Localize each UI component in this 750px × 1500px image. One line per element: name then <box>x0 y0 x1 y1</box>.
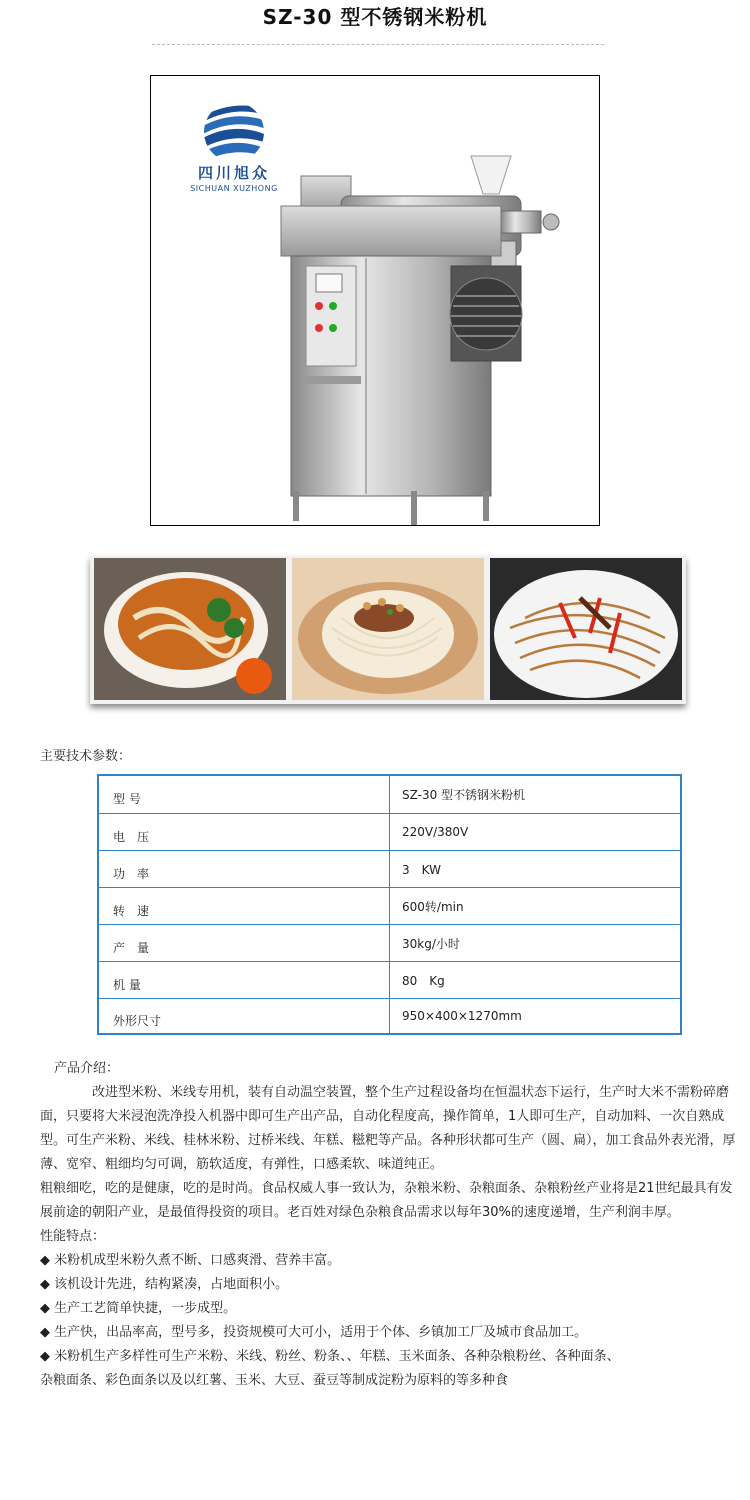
spec-table <box>97 774 682 1035</box>
logo-text-cn: 四川旭众 <box>197 164 270 182</box>
spec-name: 转 速 <box>99 888 390 924</box>
logo-text-en: SICHUAN XUZHONG <box>190 184 278 193</box>
table-row <box>99 776 680 814</box>
spec-name: 产 量 <box>99 925 390 961</box>
page-title: SZ-30 型不锈钢米粉机 <box>262 5 488 29</box>
food-gallery <box>90 556 686 704</box>
intro-paragraph: 改进型米粉、米线专用机，装有自动温空装置，整个生产过程设备均在恒温状态下运行，生产时大米不需粉碎磨面，只要将大米浸泡洗净投入机器中即可生产出产品，自动化程度高，操作简单，1人即可生产，自动加料、一次自熟成型。可生产米粉、米线、桂林米粉、过桥米线、年糕、糍粑等产品。各种形状都可生产（圆、扁），加工食品外表光滑，厚薄、宽窄、粗细均匀可调，筋软适度，有弹性，口感柔软、味道纯正。 <box>40 1085 736 1172</box>
features-heading: 性能特点： <box>40 1229 106 1244</box>
product-intro <box>40 1057 736 1393</box>
food-photo-noodle-soup <box>94 558 286 700</box>
intro-heading: 产品介绍： <box>54 1061 120 1076</box>
product-photo <box>150 75 600 526</box>
rice-noodle-machine-image <box>261 146 561 526</box>
spec-name: 外形尺寸 <box>99 999 390 1033</box>
feature-item: ◆ 生产快，出品率高，型号多，投资规模可大可小，适用于个体、乡镇加工厂及城市食品加工。 <box>40 1325 588 1340</box>
food-photo-fried-noodles <box>490 558 682 700</box>
spec-value: 950×400×1270mm <box>402 1009 522 1023</box>
spec-name: 型 号 <box>99 776 390 813</box>
table-row <box>99 888 680 925</box>
title-divider <box>152 44 604 45</box>
table-row <box>99 925 680 962</box>
spec-name: 功 率 <box>99 851 390 887</box>
spec-value: 3 KW <box>402 862 441 877</box>
spec-value: SZ-30 型不锈钢米粉机 <box>402 788 526 802</box>
logo-sphere-icon <box>199 100 269 170</box>
spec-value: 80 Kg <box>402 973 445 988</box>
feature-item: ◆ 米粉机成型米粉久煮不断、口感爽滑、营养丰富。 <box>40 1253 341 1268</box>
intro-paragraph: 粗粮细吃，吃的是健康，吃的是时尚。食品权威人事一致认为，杂粮米粉、杂粮面条、杂粮粉丝产业将是21世纪最具有发展前途的朝阳产业，是最值得投资的项目。老百姓对绿色杂粮食品需求以每年30%的速度递增，生产利润丰厚。 <box>40 1181 733 1220</box>
table-row <box>99 851 680 888</box>
feature-item: ◆ 生产工艺简单快捷，一步成型。 <box>40 1301 237 1316</box>
spec-value: 30kg/小时 <box>402 936 460 951</box>
spec-section-label: 主要技术参数： <box>40 749 132 764</box>
feature-item: ◆ 该机设计先进，结构紧凑，占地面积小。 <box>40 1277 289 1292</box>
spec-value: 600转/min <box>402 899 464 914</box>
spec-name: 电 压 <box>99 814 390 850</box>
feature-item: ◆ 米粉机生产多样性可生产米粉、米线、粉丝、粉条、、年糕、玉米面条、各种杂粮粉丝、各种面条、杂粮面条、彩色面条以及以红薯、玉米、大豆、蚕豆等制成淀粉为原料的等多种食 <box>40 1349 620 1388</box>
table-row <box>99 814 680 851</box>
spec-name: 机 量 <box>99 962 390 998</box>
table-row <box>99 962 680 999</box>
table-row <box>99 999 680 1033</box>
food-photo-noodle-plate <box>292 558 484 700</box>
spec-value: 220V/380V <box>402 825 469 839</box>
